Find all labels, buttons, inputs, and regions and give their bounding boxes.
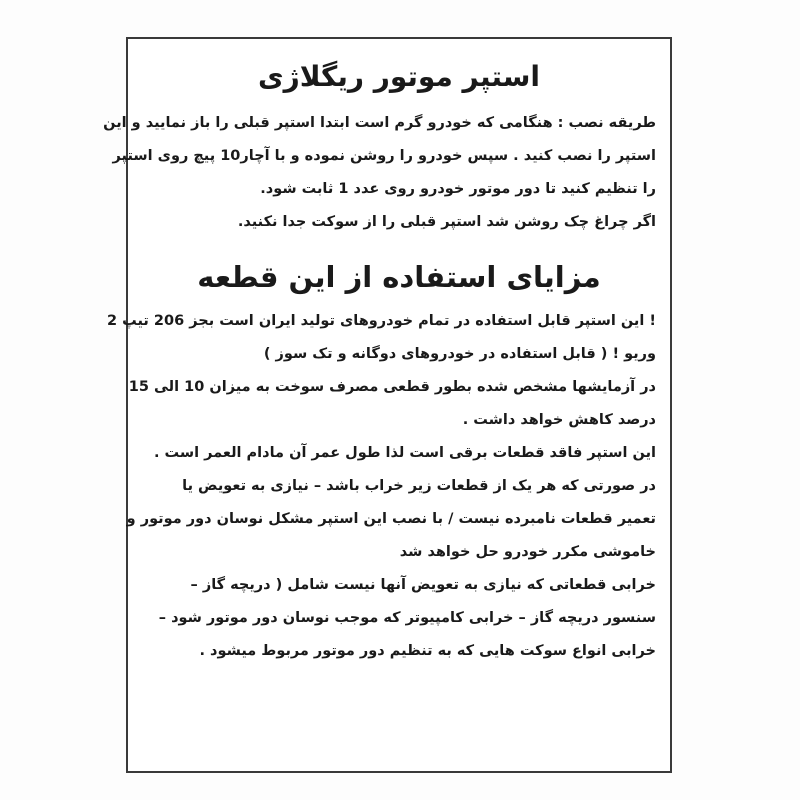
install-line: اگر چراغ چک روشن شد استپر قبلی را از سوکت جدا نکنید. — [237, 214, 656, 230]
benefit-line: خاموشی مکرر خودرو حل خواهد شد — [399, 544, 656, 560]
install-line: طریقه نصب : هنگامی که خودرو گرم است ابتدا استپر قبلی را باز نمایید و این — [103, 115, 656, 131]
installation-section — [103, 107, 656, 239]
document-frame — [103, 37, 672, 773]
document-title: استپر موتور ریگلاژی — [258, 60, 540, 93]
benefits-section — [107, 305, 656, 668]
install-line: استپر را نصب کنید . سپس خودرو را روشن نموده و با آچار10 پیچ روی استپر — [112, 148, 656, 164]
benefit-line: در آزمایشها مشخص شده بطور قطعی مصرف سوخت به میزان 10 الی 15 — [128, 379, 656, 395]
benefit-line: این استپر فاقد قطعات برقی است لذا طول عمر آن مادام العمر است . — [153, 445, 656, 461]
document-content — [103, 47, 656, 668]
benefit-line: در صورتی که هر یک از قطعات زیر خراب باشد – نیازی به تعویض یا — [182, 478, 656, 494]
benefit-line: خرابی قطعاتی که نیازی به تعویض آنها نیست شامل ( دریچه گاز – — [190, 577, 656, 593]
benefits-title: مزایای استفاده از این قطعه — [197, 260, 601, 294]
benefit-line: درصد کاهش خواهد داشت . — [462, 412, 656, 428]
benefit-line: ! این استپر قابل استفاده در تمام خودروهای تولید ایران است بجز 206 تیپ 2 — [107, 313, 656, 329]
benefit-line: سنسور دریچه گاز – خرابی کامپیوتر که موجب نوسان دور موتور شود – — [158, 610, 656, 626]
benefit-line: تعمیر قطعات نامبرده نیست / با نصب این استپر مشکل نوسان دور موتور و — [126, 511, 656, 527]
install-line: را تنظیم کنید تا دور موتور خودرو روی عدد 1 ثابت شود. — [260, 181, 656, 197]
benefit-line: وریو ! ( قابل استفاده در خودروهای دوگانه و تک سوز ) — [263, 346, 656, 362]
benefit-line: خرابی انواع سوکت هایی که به تنظیم دور موتور مربوط میشود . — [199, 643, 656, 659]
